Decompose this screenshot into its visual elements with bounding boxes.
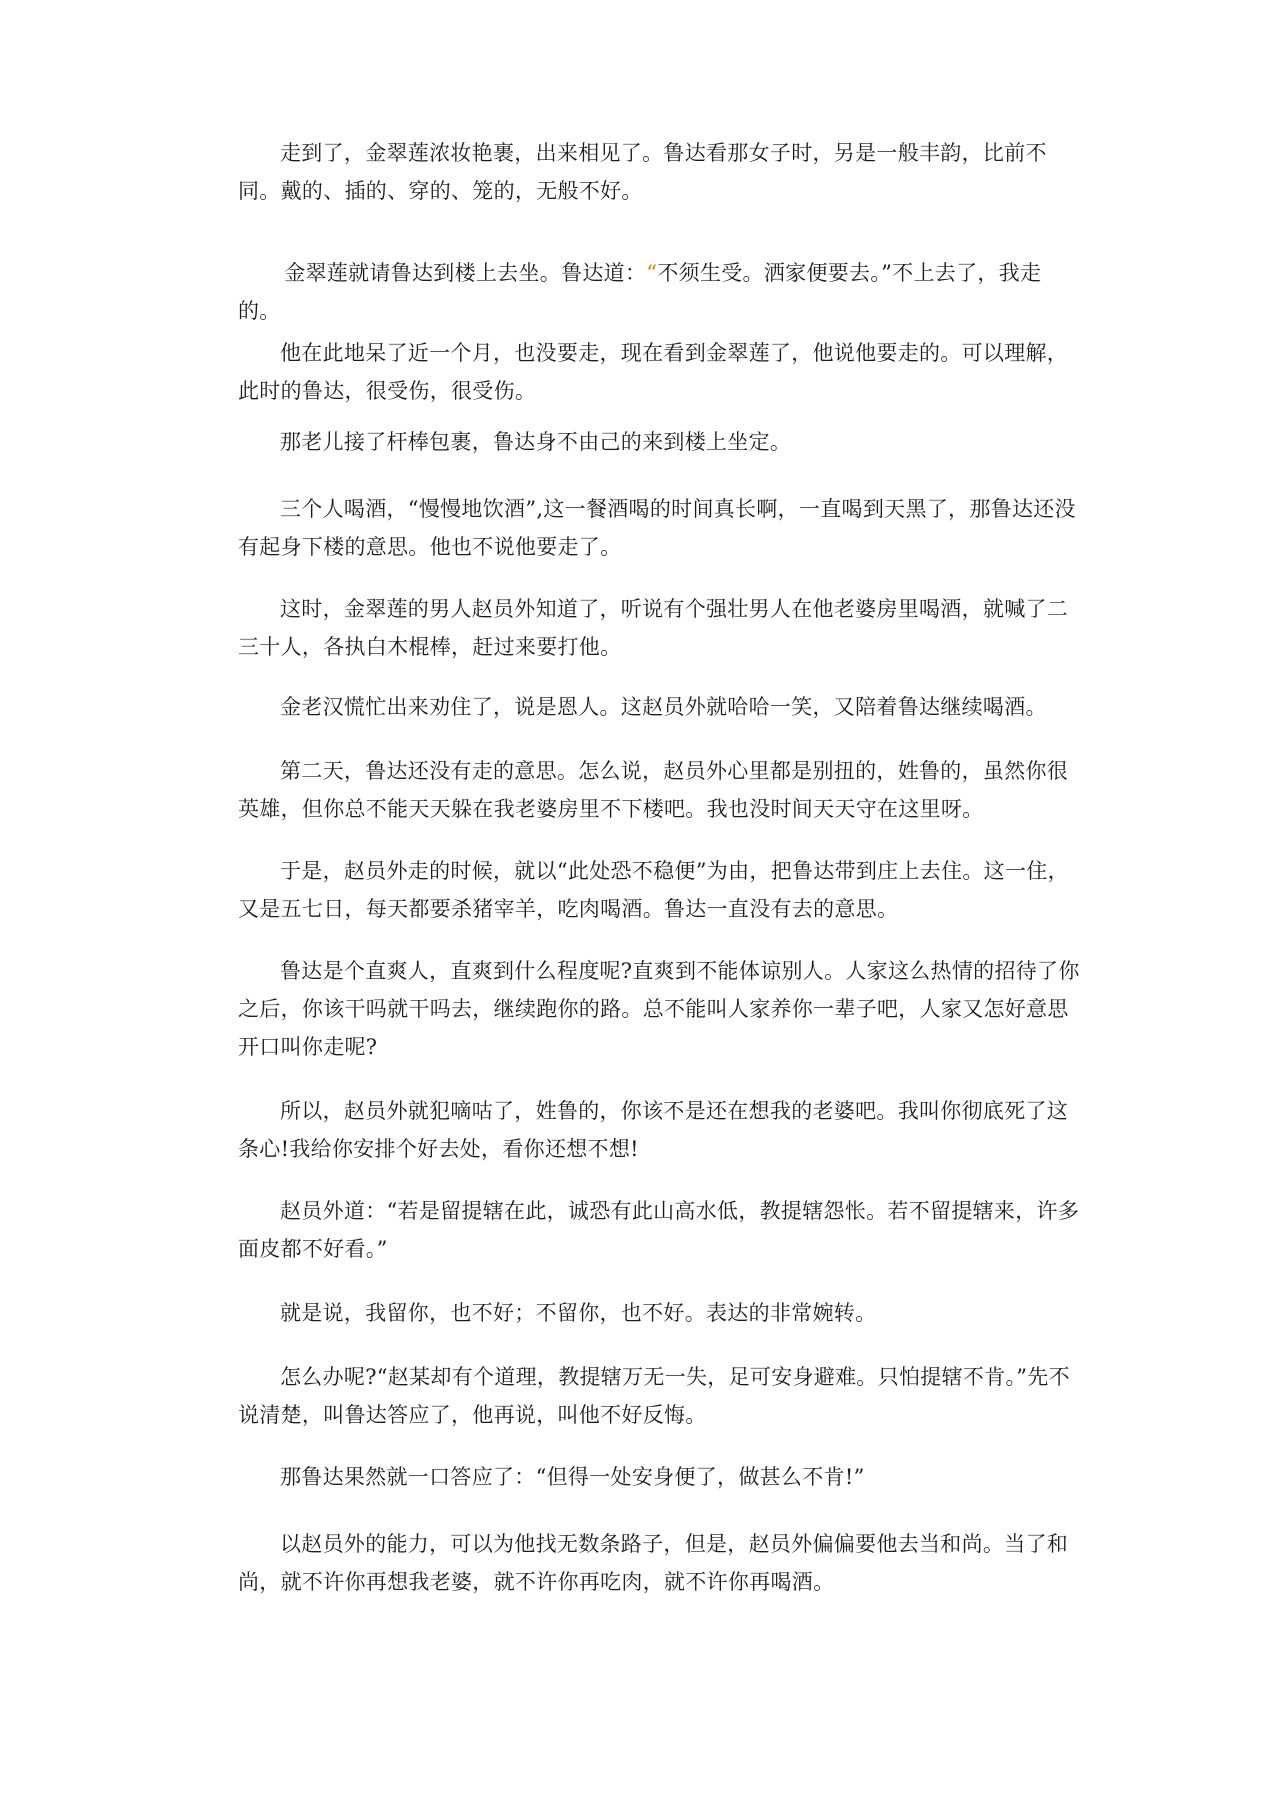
paragraph-2 xyxy=(238,254,1080,330)
paragraph-8: 第二天，鲁达还没有走的意思。怎么说，赵员外心里都是别扭的，姓鲁的，虽然你很英雄，但你总不能天天躲在我老婆房里不下楼吧。我也没时间天天守在这里呀。 xyxy=(238,759,1069,821)
quote-mark-highlight: “ xyxy=(646,261,658,285)
paragraph-3: 他在此地呆了近一个月，也没要走，现在看到金翠莲了，他说他要走的。可以理解，此时的鲁达，很受伤，很受伤。 xyxy=(238,341,1069,403)
paragraph-10: 鲁达是个直爽人，直爽到什么程度呢?直爽到不能体谅别人。人家这么热情的招待了你之后，你该干吗就干吗去，继续跑你的路。总不能叫人家养你一辈子吧，人家又怎好意思开口叫你走呢? xyxy=(238,959,1080,1059)
paragraph-2-lead: 金翠莲就请鲁达到楼上去坐。鲁达道： xyxy=(284,261,647,285)
paragraph-11: 所以，赵员外就犯嘀咕了，姓鲁的，你该不是还在想我的老婆吧。我叫你彻底死了这条心!我给你安排个好去处，看你还想不想! xyxy=(238,1099,1069,1161)
paragraph-5: 三个人喝酒，“慢慢地饮酒”,这一餐酒喝的时间真长啊，一直喝到天黑了，那鲁达还没有起身下楼的意思。他也不说他要走了。 xyxy=(238,497,1076,559)
paragraph-15: 那鲁达果然就一口答应了：“但得一处安身便了，做甚么不肯!” xyxy=(280,1465,865,1489)
paragraph-4: 那老儿接了杆棒包裹，鲁达身不由己的来到楼上坐定。 xyxy=(280,430,792,454)
paragraph-16: 以赵员外的能力，可以为他找无数条路子，但是，赵员外偏偏要他去当和尚。当了和尚，就不许你再想我老婆，就不许你再吃肉，就不许你再喝酒。 xyxy=(238,1532,1069,1594)
paragraph-14: 怎么办呢?“赵某却有个道理，教提辖万无一失，足可安身避难。只怕提辖不肯。”先不说清楚，叫鲁达答应了，他再说，叫他不好反悔。 xyxy=(238,1365,1070,1427)
paragraph-12: 赵员外道：“若是留提辖在此，诚恐有此山高水低，教提辖怨怅。若不留提辖来，许多面皮都不好看。” xyxy=(238,1199,1080,1261)
paragraph-6: 这时，金翠莲的男人赵员外知道了，听说有个强壮男人在他老婆房里喝酒，就喊了二三十人，各执白木棍棒，赶过来要打他。 xyxy=(238,597,1069,659)
paragraph-13: 就是说，我留你，也不好；不留你，也不好。表达的非常婉转。 xyxy=(280,1301,877,1325)
paragraph-7: 金老汉慌忙出来劝住了，说是恩人。这赵员外就哈哈一笑，又陪着鲁达继续喝酒。 xyxy=(280,695,1047,719)
paragraph-9: 于是，赵员外走的时候，就以“此处恐不稳便”为由，把鲁达带到庄上去住。这一住，又是五七日，每天都要杀猪宰羊，吃肉喝酒。鲁达一直没有去的意思。 xyxy=(238,859,1069,921)
paragraph-2-quote: 不须生受。洒家便要去。”不上去了，我走的。 xyxy=(238,261,1042,323)
paragraph-1: 走到了，金翠莲浓妆艳裹，出来相见了。鲁达看那女子时，另是一般丰韵，比前不同。戴的、插的、穿的、笼的，无般不好。 xyxy=(238,141,1047,203)
